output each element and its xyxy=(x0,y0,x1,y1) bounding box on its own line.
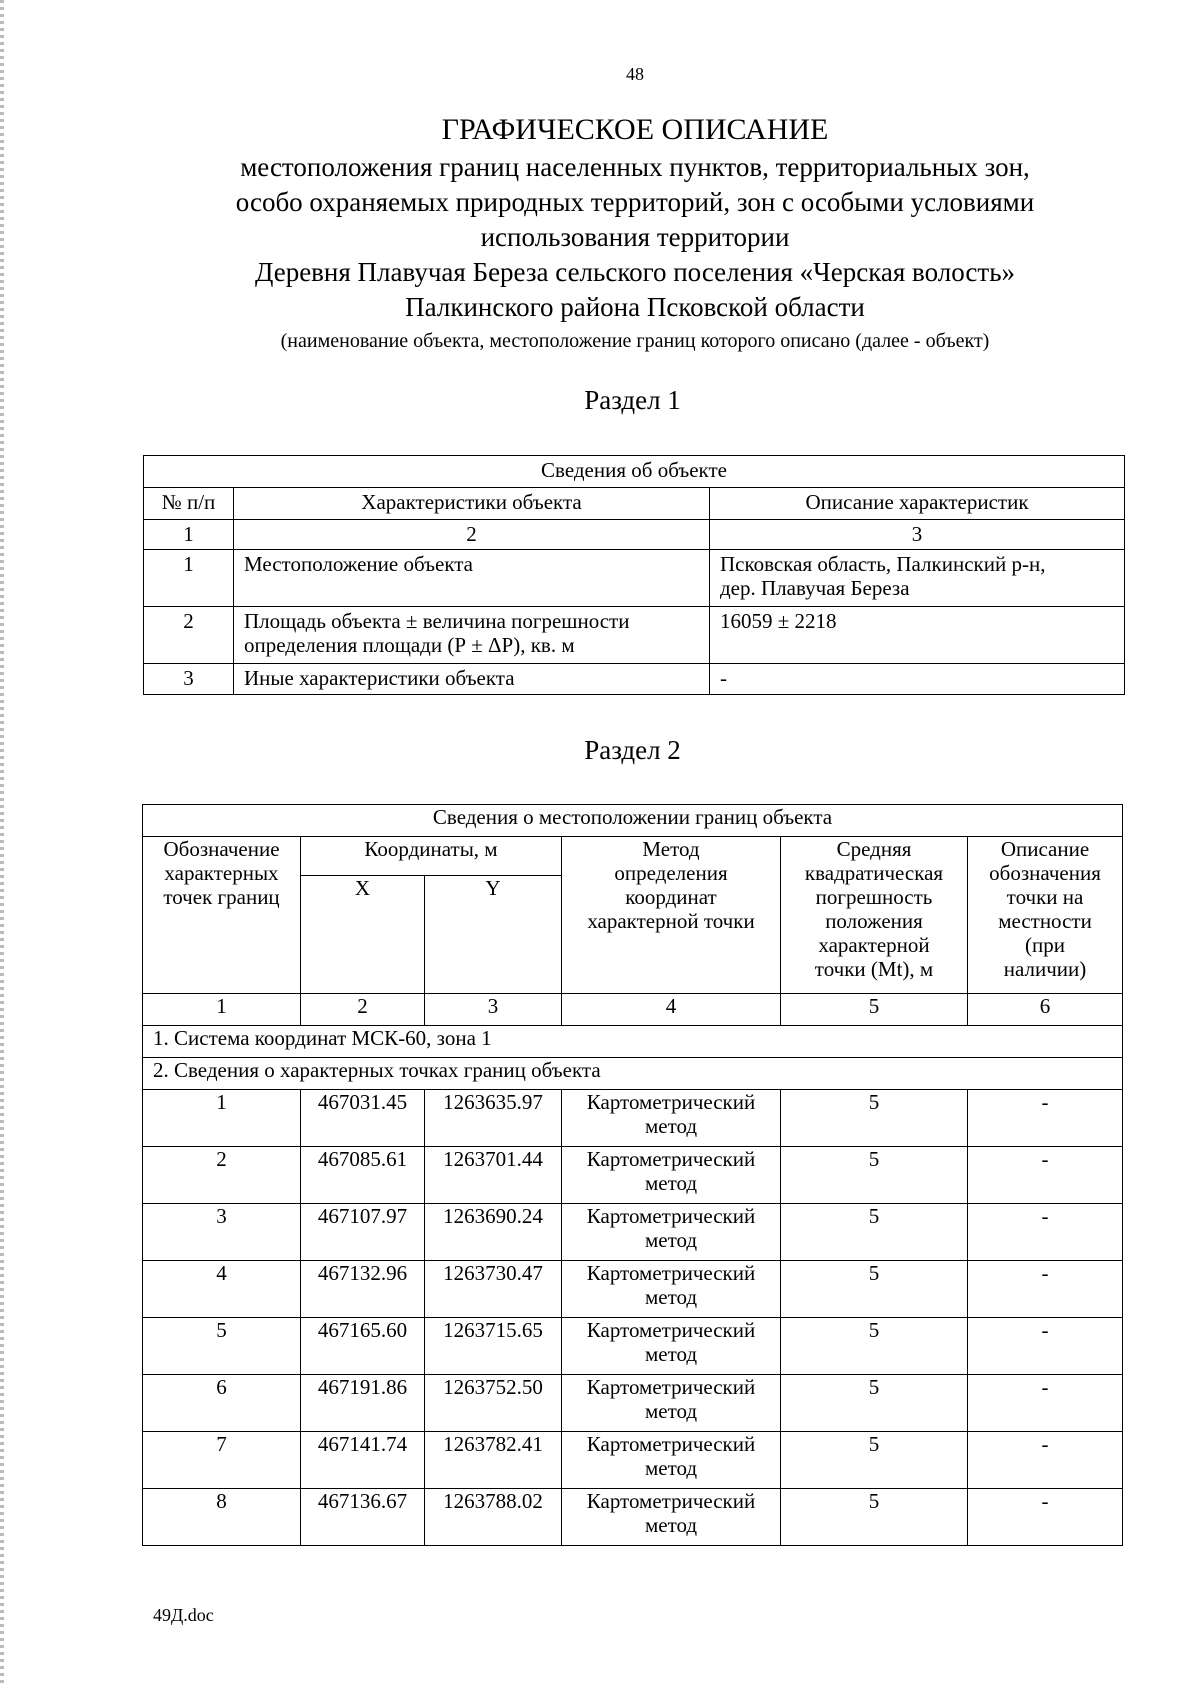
method-line: метод xyxy=(644,1171,698,1195)
value-line: дер. Плавучая Береза xyxy=(720,576,910,600)
header-line: Описание xyxy=(1000,837,1090,861)
point-description: - xyxy=(968,1147,1123,1204)
heading-note: (наименование объекта, местоположение границ которого описано (далее - объект) xyxy=(280,330,990,352)
method-line: метод xyxy=(644,1114,698,1138)
point-id: 5 xyxy=(143,1318,301,1375)
method-line: Картометрический xyxy=(586,1261,756,1285)
point-error: 5 xyxy=(781,1375,968,1432)
header-line: точки на xyxy=(1006,885,1084,909)
characteristic-name xyxy=(234,607,710,664)
column-number: 2 xyxy=(234,520,710,550)
method-line: Картометрический xyxy=(586,1204,756,1228)
column-number: 2 xyxy=(301,994,425,1026)
header-error xyxy=(781,837,968,994)
column-number: 3 xyxy=(425,994,562,1026)
column-number: 5 xyxy=(781,994,968,1026)
column-number: 3 xyxy=(710,520,1125,550)
point-description: - xyxy=(968,1375,1123,1432)
point-x: 467132.96 xyxy=(301,1261,425,1318)
table-row xyxy=(143,1261,1123,1318)
points-caption-row xyxy=(143,1058,1123,1090)
point-y: 1263635.97 xyxy=(425,1090,562,1147)
method-line: Картометрический xyxy=(586,1147,756,1171)
section2-title: Раздел 2 xyxy=(584,735,681,765)
method-line: метод xyxy=(644,1228,698,1252)
header-line: положения xyxy=(825,909,923,933)
point-method xyxy=(562,1147,781,1204)
point-method xyxy=(562,1318,781,1375)
document-title: ГРАФИЧЕСКОЕ ОПИСАНИЕ xyxy=(441,113,829,146)
row-number: 1 xyxy=(144,550,234,607)
coordinate-system-row xyxy=(143,1026,1123,1058)
point-method xyxy=(562,1261,781,1318)
method-line: Картометрический xyxy=(586,1375,756,1399)
method-line: метод xyxy=(644,1456,698,1480)
point-id: 3 xyxy=(143,1204,301,1261)
point-error: 5 xyxy=(781,1318,968,1375)
point-error: 5 xyxy=(781,1489,968,1546)
header-line: точек границ xyxy=(163,885,280,909)
section1-title: Раздел 1 xyxy=(584,385,681,415)
name-line: определения площади (Р ± ΔР), кв. м xyxy=(244,633,575,657)
point-x: 467191.86 xyxy=(301,1375,425,1432)
point-method xyxy=(562,1432,781,1489)
header-method xyxy=(562,837,781,994)
table-row xyxy=(144,664,1125,695)
table-row xyxy=(143,1090,1123,1147)
table-row xyxy=(143,1204,1123,1261)
header-x: X xyxy=(301,876,425,994)
table-caption-row xyxy=(143,805,1123,837)
row-number: 3 xyxy=(144,664,234,695)
table-row xyxy=(143,1489,1123,1546)
point-error: 5 xyxy=(781,1147,968,1204)
characteristic-value xyxy=(710,550,1125,607)
point-description: - xyxy=(968,1204,1123,1261)
header-line: Метод xyxy=(642,837,700,861)
row-number: 2 xyxy=(144,607,234,664)
point-id: 6 xyxy=(143,1375,301,1432)
column-number-row xyxy=(144,520,1125,550)
coordinate-system: 1. Система координат МСК-60, зона 1 xyxy=(143,1026,1123,1058)
point-y: 1263690.24 xyxy=(425,1204,562,1261)
characteristic-name: Иные характеристики объекта xyxy=(234,664,710,695)
point-x: 467165.60 xyxy=(301,1318,425,1375)
page-number: 48 xyxy=(626,64,644,84)
method-line: Картометрический xyxy=(586,1090,756,1114)
point-x: 467085.61 xyxy=(301,1147,425,1204)
point-description: - xyxy=(968,1489,1123,1546)
table-row xyxy=(143,1375,1123,1432)
method-line: метод xyxy=(644,1513,698,1537)
point-x: 467141.74 xyxy=(301,1432,425,1489)
header-line: характерной xyxy=(818,933,930,957)
table-caption: Сведения о местоположении границ объекта xyxy=(143,805,1123,837)
header-line: квадратическая xyxy=(804,861,944,885)
point-id: 4 xyxy=(143,1261,301,1318)
header-line: наличии) xyxy=(1003,957,1087,981)
header-line: Средняя xyxy=(836,837,912,861)
point-description: - xyxy=(968,1090,1123,1147)
table-row xyxy=(143,1318,1123,1375)
characteristic-name: Местоположение объекта xyxy=(234,550,710,607)
boundary-points-table xyxy=(142,804,1123,1546)
characteristic-value: 16059 ± 2218 xyxy=(710,607,1125,664)
header-cell: Характеристики объекта xyxy=(234,488,710,520)
point-description: - xyxy=(968,1432,1123,1489)
header-cell: Описание характеристик xyxy=(710,488,1125,520)
column-number: 1 xyxy=(144,520,234,550)
table-row xyxy=(143,1432,1123,1489)
point-y: 1263730.47 xyxy=(425,1261,562,1318)
heading-line: Деревня Плавучая Береза сельского поселения «Черская волость» xyxy=(254,257,1016,287)
footer-filename: 49Д.doc xyxy=(153,1605,214,1625)
table-header-row xyxy=(144,488,1125,520)
point-id: 8 xyxy=(143,1489,301,1546)
point-error: 5 xyxy=(781,1261,968,1318)
header-line: характерной точки xyxy=(587,909,755,933)
point-method xyxy=(562,1204,781,1261)
column-number: 1 xyxy=(143,994,301,1026)
header-line: точки (Mt), м xyxy=(814,957,934,981)
header-y: Y xyxy=(425,876,562,994)
column-number: 4 xyxy=(562,994,781,1026)
header-coordinates: Координаты, м xyxy=(301,837,562,876)
point-id: 7 xyxy=(143,1432,301,1489)
column-number-row xyxy=(143,994,1123,1026)
method-line: метод xyxy=(644,1399,698,1423)
points-body xyxy=(143,1090,1123,1546)
header-line: погрешность xyxy=(815,885,933,909)
point-method xyxy=(562,1489,781,1546)
points-caption: 2. Сведения о характерных точках границ объекта xyxy=(143,1058,1123,1090)
characteristic-value: - xyxy=(710,664,1125,695)
method-line: метод xyxy=(644,1285,698,1309)
method-line: метод xyxy=(644,1342,698,1366)
point-y: 1263788.02 xyxy=(425,1489,562,1546)
header-cell: № п/п xyxy=(144,488,234,520)
scan-edge xyxy=(0,0,4,1686)
name-line: Площадь объекта ± величина погрешности xyxy=(244,609,630,633)
heading-line: использования территории xyxy=(480,222,790,252)
header-line: (при xyxy=(1025,933,1065,957)
value-line: Псковская область, Палкинский р-н, xyxy=(720,552,1046,576)
point-error: 5 xyxy=(781,1090,968,1147)
table-header-row xyxy=(143,837,1123,876)
point-y: 1263715.65 xyxy=(425,1318,562,1375)
point-y: 1263782.41 xyxy=(425,1432,562,1489)
heading-line: особо охраняемых природных территорий, зон с особыми условиями xyxy=(235,187,1035,217)
header-designation xyxy=(143,837,301,994)
point-x: 467107.97 xyxy=(301,1204,425,1261)
point-y: 1263752.50 xyxy=(425,1375,562,1432)
header-line: координат xyxy=(625,885,717,909)
header-line: определения xyxy=(614,861,728,885)
point-description: - xyxy=(968,1261,1123,1318)
header-line: обозначения xyxy=(989,861,1101,885)
point-method xyxy=(562,1090,781,1147)
point-id: 2 xyxy=(143,1147,301,1204)
object-info-table xyxy=(143,455,1125,695)
header-line: характерных xyxy=(164,861,279,885)
method-line: Картометрический xyxy=(586,1489,756,1513)
point-y: 1263701.44 xyxy=(425,1147,562,1204)
column-number: 6 xyxy=(968,994,1123,1026)
table-row xyxy=(144,550,1125,607)
point-description: - xyxy=(968,1318,1123,1375)
table-caption-row xyxy=(144,456,1125,488)
table-caption: Сведения об объекте xyxy=(144,456,1125,488)
table-row xyxy=(144,607,1125,664)
point-x: 467031.45 xyxy=(301,1090,425,1147)
point-id: 1 xyxy=(143,1090,301,1147)
document-heading xyxy=(120,110,1150,355)
point-method xyxy=(562,1375,781,1432)
method-line: Картометрический xyxy=(586,1318,756,1342)
point-x: 467136.67 xyxy=(301,1489,425,1546)
header-line: местности xyxy=(998,909,1092,933)
heading-line: Палкинского района Псковской области xyxy=(405,292,865,322)
point-error: 5 xyxy=(781,1432,968,1489)
method-line: Картометрический xyxy=(586,1432,756,1456)
header-description xyxy=(968,837,1123,994)
table-row xyxy=(143,1147,1123,1204)
heading-line: местоположения границ населенных пунктов, территориальных зон, xyxy=(240,152,1030,182)
header-line: Обозначение xyxy=(163,837,280,861)
point-error: 5 xyxy=(781,1204,968,1261)
